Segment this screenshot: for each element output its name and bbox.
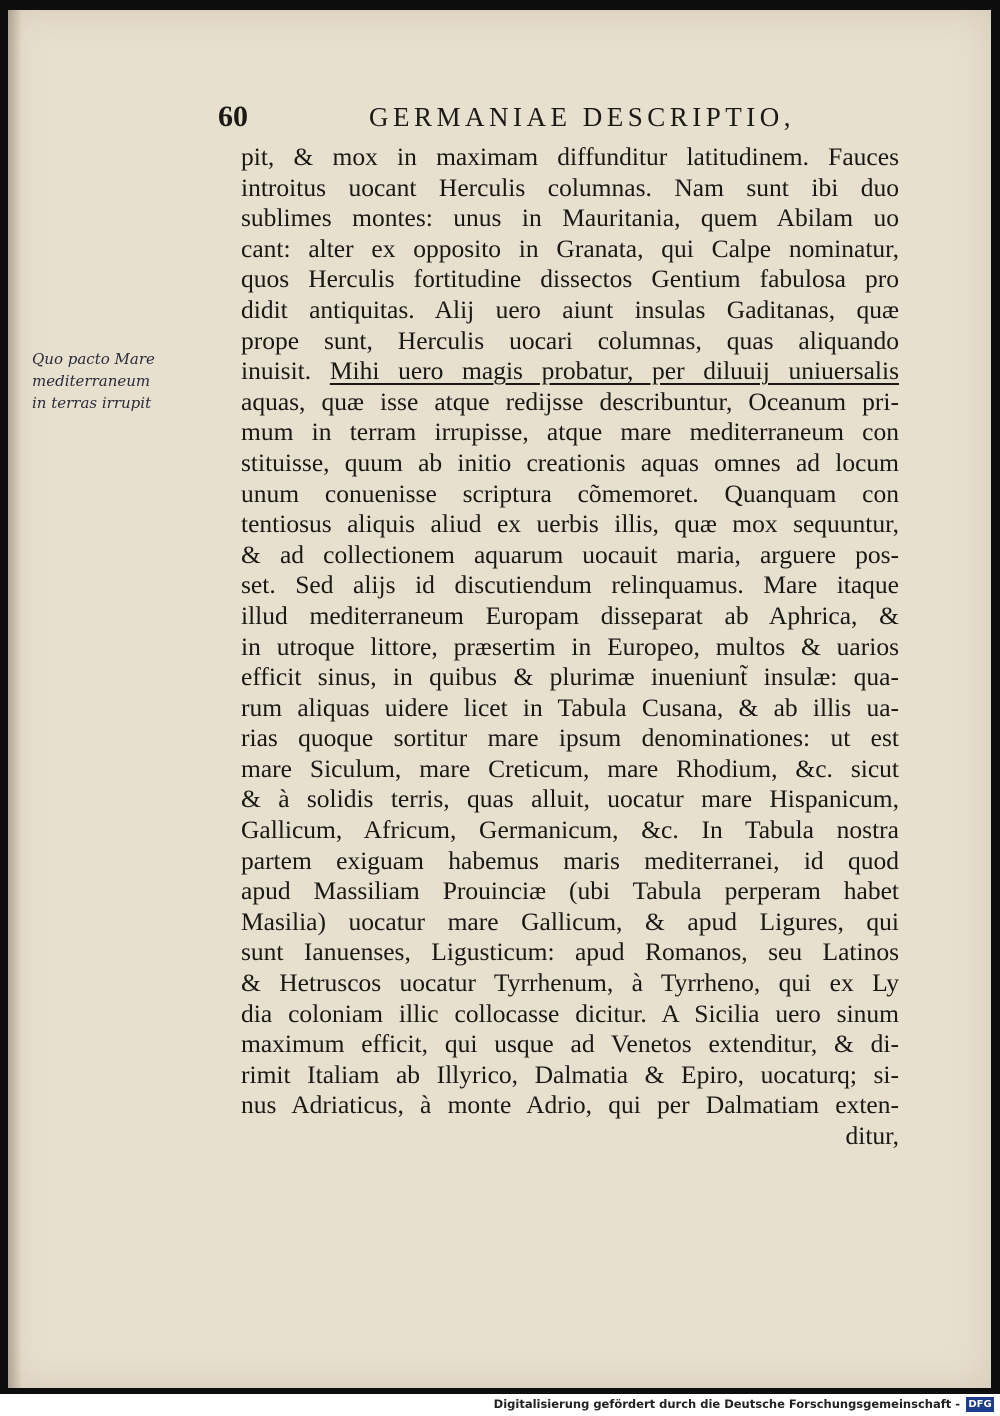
text-line-catchword: ditur, (845, 1121, 899, 1150)
text-line: rum aliquas uidere licet in Tabula Cusana, & ab illis ua- (241, 692, 899, 722)
underlined-passage: Mihi uero magis probatur, per diluuij uniuersalis (329, 356, 899, 386)
footer-credit: Digitalisierung gefördert durch die Deutsche Forschungsgemeinschaft - (493, 1397, 960, 1411)
text-line-with-underline (241, 356, 899, 387)
text-line: partem exiguam habemus maris mediterranei, id quod (241, 845, 899, 875)
text-line: sunt Ianuenses, Ligusticum: apud Romanos, seu Latinos (241, 937, 899, 967)
text-line: in utroque littore, præsertim in Europeo, multos & uarios (241, 631, 899, 661)
text-line: stituisse, quum ab initio creationis aquas omnes ad locum (241, 447, 899, 477)
running-head: GERMANIAE DESCRIPTIO, (369, 102, 796, 132)
text-line: cant: alter ex opposito in Granata, qui Calpe nominatur, (241, 233, 899, 263)
text-line: apud Massiliam Prouinciæ (ubi Tabula perperam habet (241, 876, 899, 906)
text-line: set. Sed alijs id discutiendum relinquamus. Mare itaque (241, 570, 899, 600)
handwritten-marginal-note (32, 348, 232, 414)
text-line: maximum efficit, qui usque ad Venetos extenditur, & di- (241, 1029, 899, 1059)
text-line: mum in terram irrupisse, atque mare mediterraneum con (241, 417, 899, 447)
dfg-logo: DFG (966, 1397, 994, 1412)
text-line: unum conuenisse scriptura cõmemoret. Quanquam con (241, 478, 899, 508)
text-segment: inuisit. (241, 356, 312, 386)
page-number: 60 (218, 100, 248, 133)
text-line: & à solidis terris, quas alluit, uocatur mare Hispanicum, (241, 784, 899, 814)
text-line: & Hetruscos uocatur Tyrrhenum, à Tyrrheno, qui ex Ly (241, 968, 899, 998)
text-line: didit antiquitas. Alij uero aiunt insulas Gaditanas, quæ (241, 294, 899, 324)
text-line: introitus uocant Herculis columnas. Nam sunt ibi duo (241, 172, 899, 202)
text-line: & ad collectionem aquarum uocauit maria, arguere pos- (241, 539, 899, 569)
text-line: rimit Italiam ab Illyrico, Dalmatia & Epiro, uocaturq; si- (241, 1059, 899, 1089)
text-line: dia coloniam illic collocasse dicitur. A Sicilia uero sinum (241, 998, 899, 1028)
text-line: Gallicum, Africum, Germanicum, &c. In Tabula nostra (241, 815, 899, 845)
text-line: mare Siculum, mare Creticum, mare Rhodium, &c. sicut (241, 753, 899, 783)
body-text (241, 142, 899, 1152)
text-line: illud mediterraneum Europam disseparat ab Aphrica, & (241, 600, 899, 630)
text-line: rias quoque sortitur mare ipsum denominationes: ut est (241, 723, 899, 753)
digitization-footer (0, 1394, 1000, 1416)
page-header (8, 100, 991, 140)
text-line: prope sunt, Herculis uocari columnas, quas aliquando (241, 325, 899, 355)
text-line: Masilia) uocatur mare Gallicum, & apud Ligures, qui (241, 906, 899, 936)
marginal-note-line: Quo pacto Mare (32, 350, 155, 368)
text-line: quos Herculis fortitudine dissectos Gentium fabulosa pro (241, 264, 899, 294)
text-line: pit, & mox in maximam diffunditur latitudinem. Fauces (241, 142, 899, 171)
marginal-note-line: mediterraneum (32, 372, 151, 390)
marginal-note-line: in terras irrupit (32, 394, 152, 412)
text-line: sublimes montes: unus in Mauritania, quem Abilam uo (241, 203, 899, 233)
text-line: nus Adriaticus, à monte Adrio, qui per Dalmatiam exten- (241, 1090, 899, 1120)
text-line: aquas, quæ isse atque redijsse describuntur, Oceanum pri- (241, 386, 899, 416)
text-line: efficit sinus, in quibus & plurimæ inueniunt̃ insulæ: qua- (241, 662, 899, 692)
text-line: tentiosus aliquis aliud ex uerbis illis, quæ mox sequuntur, (241, 509, 899, 539)
book-page (8, 10, 991, 1388)
